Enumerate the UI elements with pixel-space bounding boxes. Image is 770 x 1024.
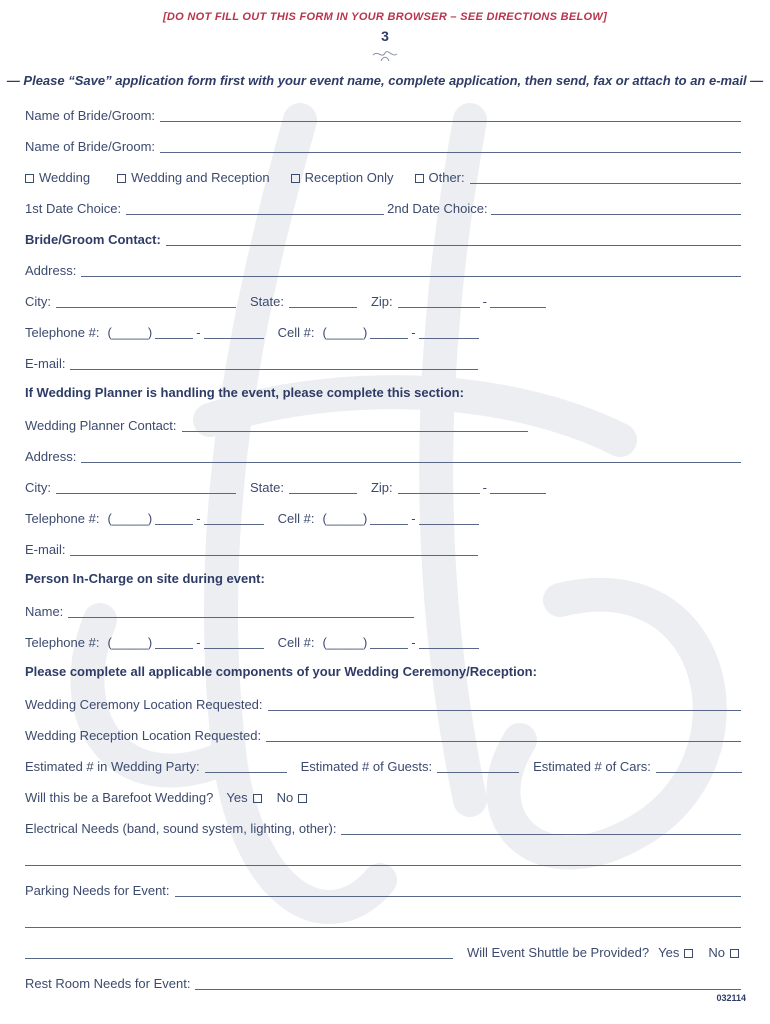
reception-location-row: [25, 724, 741, 744]
est-party-label: Estimated # in Wedding Party:: [25, 759, 200, 774]
cell-prefix-field-3[interactable]: [370, 634, 408, 649]
first-date-field[interactable]: [126, 200, 384, 215]
cell-area-code[interactable]: (_____): [322, 325, 368, 340]
parking-field-2[interactable]: [25, 913, 741, 928]
reception-location-field[interactable]: [266, 727, 741, 742]
restroom-field[interactable]: [195, 975, 741, 990]
cell-dash: -: [411, 511, 416, 526]
state-label: State:: [250, 294, 284, 309]
telephone-prefix-field-2[interactable]: [155, 510, 193, 525]
other-field[interactable]: [470, 169, 741, 184]
parking-row-2: [25, 910, 741, 930]
cell-area-code[interactable]: (_____): [322, 635, 368, 650]
est-cars-label: Estimated # of Cars:: [533, 759, 651, 774]
person-name-field[interactable]: [68, 603, 414, 618]
reception-only-label: Reception Only: [304, 170, 394, 185]
phone-row-1: [25, 321, 741, 341]
ceremony-location-label: Wedding Ceremony Location Requested:: [25, 697, 263, 712]
telephone-line-field-1[interactable]: [204, 324, 264, 339]
email-row-1: [25, 352, 741, 372]
zip-label: Zip:: [370, 294, 393, 309]
barefoot-label: Will this be a Barefoot Wedding?: [25, 790, 214, 805]
browser-warning: [DO NOT FILL OUT THIS FORM IN YOUR BROWSER – SEE DIRECTIONS BELOW]: [162, 11, 608, 23]
electrical-label: Electrical Needs (band, sound system, lighting, other):: [25, 821, 337, 836]
phone-row-2: [25, 507, 741, 527]
cell-label: Cell #:: [277, 635, 315, 650]
electrical-field-2[interactable]: [25, 851, 741, 866]
cell-line-field-2[interactable]: [419, 510, 479, 525]
telephone-dash: -: [196, 635, 201, 650]
city-field-2[interactable]: [56, 479, 236, 494]
zip-ext-field-2[interactable]: [490, 479, 546, 494]
other-checkbox[interactable]: [415, 174, 424, 183]
shuttle-yes-checkbox[interactable]: [684, 949, 693, 958]
address-label: Address:: [25, 263, 77, 278]
telephone-dash: -: [196, 511, 201, 526]
cell-line-field-3[interactable]: [419, 634, 479, 649]
bride-groom-label: Name of Bride/Groom:: [25, 139, 156, 154]
cell-area-code[interactable]: (_____): [322, 511, 368, 526]
telephone-line-field-3[interactable]: [204, 634, 264, 649]
parking-field-3[interactable]: [25, 944, 453, 959]
email-label: E-mail:: [25, 542, 66, 557]
telephone-prefix-field-1[interactable]: [155, 324, 193, 339]
flourish-ornament-icon: [371, 46, 399, 62]
person-name-row: [25, 600, 741, 620]
email-row-2: [25, 538, 741, 558]
telephone-area-code[interactable]: (_____): [107, 325, 153, 340]
city-label: City:: [25, 480, 51, 495]
address-row-1: [25, 259, 741, 279]
electrical-row: [25, 817, 741, 837]
telephone-label: Telephone #:: [25, 511, 100, 526]
instruction-text: — Please “Save” application form first with your event name, complete application, then send, fax or attach to an e-mail —: [6, 73, 764, 88]
city-state-zip-row-1: [25, 290, 741, 310]
components-heading: Please complete all applicable components of your Wedding Ceremony/Reception:: [25, 664, 537, 679]
reception-location-label: Wedding Reception Location Requested:: [25, 728, 262, 743]
zip-dash: -: [482, 294, 487, 309]
zip-field-2[interactable]: [398, 479, 480, 494]
shuttle-label: Will Event Shuttle be Provided?: [467, 945, 650, 960]
zip-field-1[interactable]: [398, 293, 480, 308]
second-date-field[interactable]: [491, 200, 741, 215]
cell-line-field-1[interactable]: [419, 324, 479, 339]
email-field-1[interactable]: [70, 355, 478, 370]
barefoot-yes-checkbox[interactable]: [253, 794, 262, 803]
restroom-label: Rest Room Needs for Event:: [25, 976, 191, 991]
ceremony-location-row: [25, 693, 741, 713]
telephone-prefix-field-3[interactable]: [155, 634, 193, 649]
restroom-row: [25, 972, 741, 992]
person-in-charge-heading: Person In-Charge on site during event:: [25, 571, 265, 586]
form-code: 032114: [716, 993, 746, 1003]
est-guests-label: Estimated # of Guests:: [300, 759, 433, 774]
ceremony-location-field[interactable]: [268, 696, 741, 711]
est-cars-field[interactable]: [656, 758, 742, 773]
telephone-area-code[interactable]: (_____): [107, 635, 153, 650]
reception-only-checkbox[interactable]: [291, 174, 300, 183]
cell-label: Cell #:: [277, 325, 315, 340]
email-field-2[interactable]: [70, 541, 478, 556]
address-field-2[interactable]: [81, 448, 741, 463]
zip-dash: -: [482, 480, 487, 495]
planner-contact-row: [25, 414, 741, 434]
wedding-label: Wedding: [39, 170, 91, 185]
wedding-and-reception-label: Wedding and Reception: [131, 170, 270, 185]
cell-label: Cell #:: [277, 511, 315, 526]
cell-prefix-field-1[interactable]: [370, 324, 408, 339]
parking-row: [25, 879, 741, 899]
page-number: 3: [381, 28, 389, 44]
telephone-line-field-2[interactable]: [204, 510, 264, 525]
estimates-row: [25, 755, 741, 775]
wedding-checkbox[interactable]: [25, 174, 34, 183]
planner-section-heading: If Wedding Planner is handling the event, please complete this section:: [25, 385, 464, 400]
date-choice-row: [25, 197, 741, 217]
shuttle-row: [25, 941, 741, 961]
telephone-label: Telephone #:: [25, 325, 100, 340]
barefoot-no-label: No: [276, 790, 294, 805]
bride-groom-contact-field[interactable]: [166, 231, 741, 246]
bride-groom-label: Name of Bride/Groom:: [25, 108, 156, 123]
telephone-label: Telephone #:: [25, 635, 100, 650]
cell-dash: -: [411, 635, 416, 650]
shuttle-no-label: No: [708, 945, 725, 960]
electrical-field[interactable]: [341, 820, 741, 835]
telephone-dash: -: [196, 325, 201, 340]
bride-groom-contact-row: [25, 228, 741, 248]
address-row-2: [25, 445, 741, 465]
state-label: State:: [250, 480, 284, 495]
other-label: Other:: [428, 170, 465, 185]
telephone-area-code[interactable]: (_____): [107, 511, 153, 526]
city-field-1[interactable]: [56, 293, 236, 308]
barefoot-no-checkbox[interactable]: [298, 794, 307, 803]
bride-groom-name-field-2[interactable]: [160, 138, 741, 153]
cell-dash: -: [411, 325, 416, 340]
state-field-2[interactable]: [289, 479, 357, 494]
zip-label: Zip:: [370, 480, 393, 495]
city-state-zip-row-2: [25, 476, 741, 496]
parking-field[interactable]: [175, 882, 741, 897]
phone-row-3: [25, 631, 741, 651]
bride-groom-contact-label: Bride/Groom Contact:: [25, 232, 161, 247]
shuttle-yes-label: Yes: [658, 945, 680, 960]
state-field-1[interactable]: [289, 293, 357, 308]
city-label: City:: [25, 294, 51, 309]
shuttle-no-checkbox[interactable]: [730, 949, 739, 958]
zip-ext-field-1[interactable]: [490, 293, 546, 308]
planner-contact-field[interactable]: [182, 417, 528, 432]
est-party-field[interactable]: [205, 758, 287, 773]
bride-groom-name-row-1: [25, 104, 741, 124]
name-label: Name:: [25, 604, 64, 619]
est-guests-field[interactable]: [437, 758, 519, 773]
barefoot-row: [25, 786, 741, 806]
wedding-and-reception-checkbox[interactable]: [117, 174, 126, 183]
event-type-row: [25, 166, 741, 186]
barefoot-yes-label: Yes: [226, 790, 248, 805]
second-date-label: 2nd Date Choice:: [387, 201, 488, 216]
cell-prefix-field-2[interactable]: [370, 510, 408, 525]
bride-groom-name-field-1[interactable]: [160, 107, 741, 122]
electrical-row-2: [25, 848, 741, 868]
bride-groom-name-row-2: [25, 135, 741, 155]
email-label: E-mail:: [25, 356, 66, 371]
first-date-label: 1st Date Choice:: [25, 201, 122, 216]
parking-label: Parking Needs for Event:: [25, 883, 170, 898]
address-field-1[interactable]: [81, 262, 741, 277]
planner-contact-label: Wedding Planner Contact:: [25, 418, 177, 433]
address-label: Address:: [25, 449, 77, 464]
